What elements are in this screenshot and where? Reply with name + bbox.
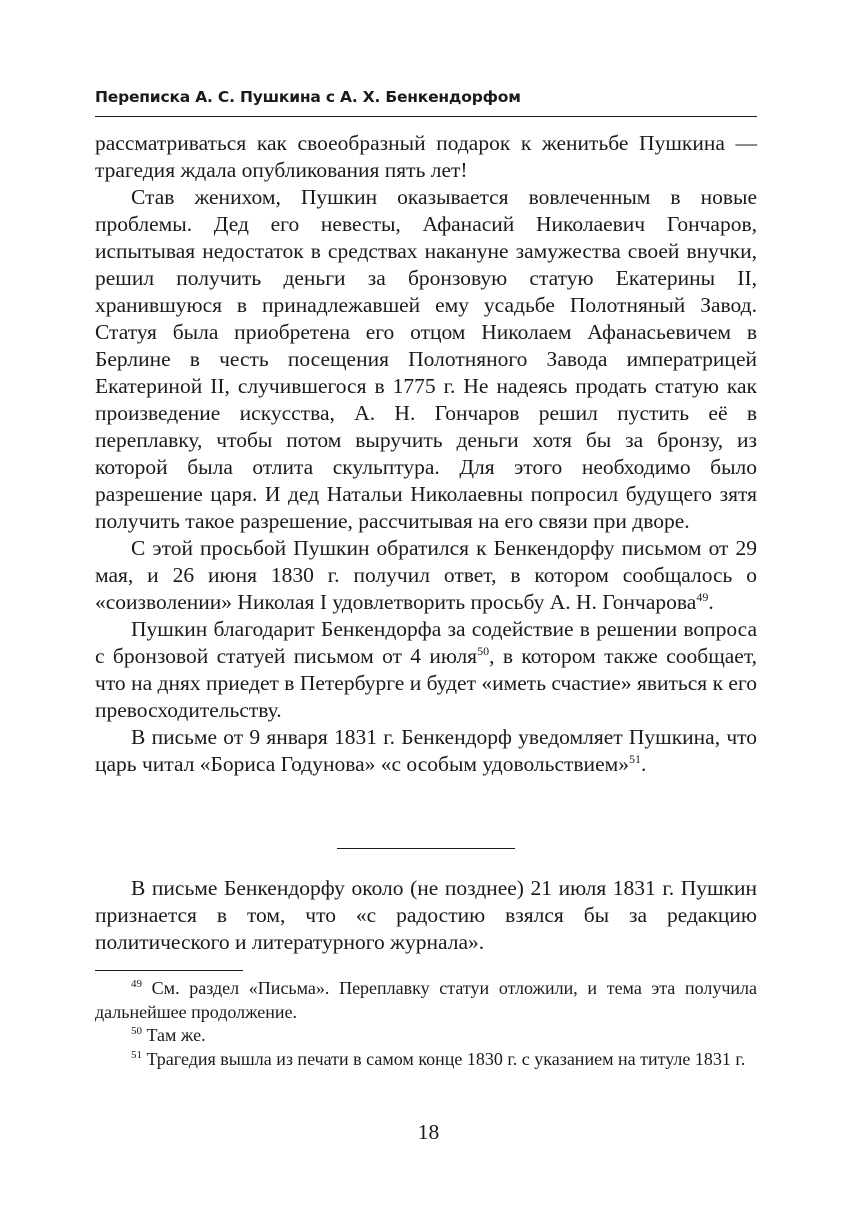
paragraph-4-text-a: Пушкин благодарит Бенкендорфа за содействие в решении вопроса с бронзовой статуей письмом от 4 июля [95,617,757,668]
section-after-separator [95,875,757,956]
footnote-51 [95,1048,757,1072]
paragraph-6: В письме Бенкендорфу около (не позднее) 21 июля 1831 г. Пушкин признается в том, что «с радостию взялся бы за редакцию политического и литературного журнала». [95,876,757,954]
footnote-ref-51[interactable]: 51 [628,751,641,766]
footnote-number: 49 [131,978,142,990]
footnote-50 [95,1024,757,1048]
paragraph-1: рассматриваться как своеобразный подарок к женитьбе Пушкина — трагедия ждала опубликования пять лет! [95,131,757,182]
paragraph-5-text: В письме от 9 января 1831 г. Бенкендорф уведомляет Пушкина, что царь читал «Бориса Годунова» «с особым удовольствием» [95,725,757,776]
footnote-49 [95,977,757,1024]
paragraph-3-end: . [708,590,714,614]
footnote-number: 50 [131,1025,142,1037]
footnote-rule [95,970,243,971]
paragraph-3-text: С этой просьбой Пушкин обратился к Бенкендорфу письмом от 29 мая, и 26 июня 1830 г. получил ответ, в котором сообщалось о «соизволении» Николая I удовлетворить просьбу А. Н. Гончарова [95,536,757,614]
footnotes [95,977,757,1071]
paragraph-3 [95,535,757,616]
paragraph-5-end: . [640,752,647,776]
paragraph-5 [95,724,757,778]
footnote-ref-49[interactable]: 49 [696,589,709,604]
footnote-text: Там же. [146,1025,206,1045]
page-number: 18 [417,1120,440,1144]
paragraph-4-text-b: , в котором также сообщает, что на днях приедет в Петербурге и будет «иметь счастие» явиться к его превосходительству. [95,644,757,722]
running-head: Переписка А. С. Пушкина с А. Х. Бенкендорфом [95,88,757,117]
paragraph-2: Став женихом, Пушкин оказывается вовлеченным в новые проблемы. Дед его невесты, Афанасий Николаевич Гончаров, испытывая недостаток в средствах накануне замужества своей внучки, решил получить деньги за бронзовую статую Екатерины II, хранившуюся в принадлежавшей ему усадьбе Полотняный Завод. Статуя была приобретена его отцом Николаем Афанасьевичем в Берлине в честь посещения Полотняного Завода императрицей Екатериной II, случившегося в 1775 г. Не надеясь продать статую как произведение искусства, А. Н. Гончаров решил пустить её в переплавку, чтобы потом выручить деньги хотя бы за бронзу, из которой была отлита скульптура. Для этого необходимо было разрешение царя. И дед Натальи Николаевны попросил будущего зятя получить такое разрешение, рассчитывая на его связи при дворе. [95,185,757,533]
footnote-text: См. раздел «Письма». Переплавку статуи отложили, и тема эта получила дальнейшее продолжение. [95,978,757,1022]
footnote-number: 51 [131,1048,142,1061]
section-separator [337,848,515,849]
footnote-ref-50[interactable]: 50 [477,643,490,658]
main-text [95,130,757,778]
footnote-text: Трагедия вышла из печати в самом конце 1830 г. с указанием на титуле 1831 г. [146,1048,746,1069]
paragraph-4 [95,616,757,724]
